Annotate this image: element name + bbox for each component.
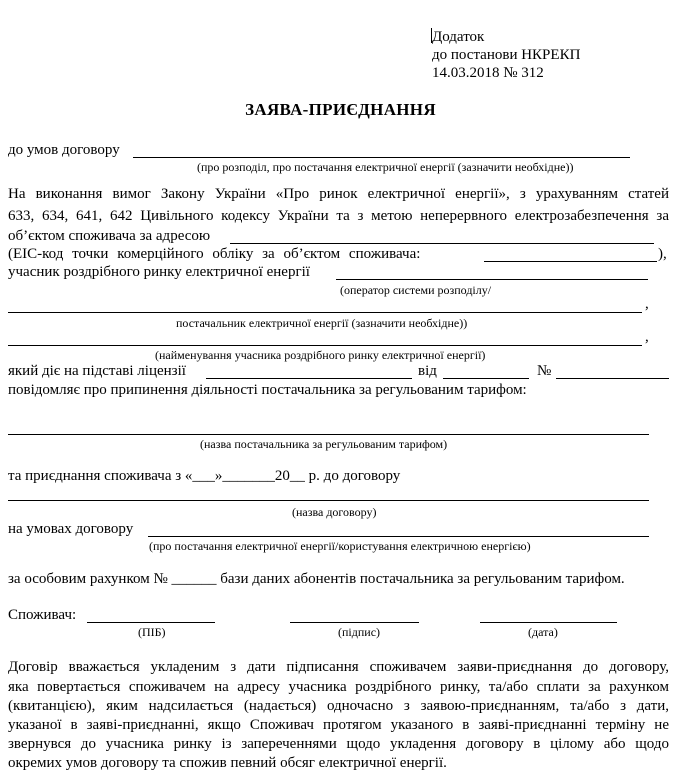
license-from-label: від [418,363,437,379]
participant-label: учасник роздрібного ринку електричної енергії [8,264,310,280]
contract-name-hint: (назва договору) [292,505,377,519]
participant-field-2[interactable] [8,312,642,313]
join-label: та приєднання споживача з «___»_______20__ р. до договору [8,468,401,484]
operator-hint: (оператор системи розподілу/ [340,283,492,297]
intro-line-1: На виконання вимог Закону України «Про ринок електричної енергії», з урахуванням статей [8,186,669,202]
terms-label: на умовах договору [8,521,134,537]
consumer-name-hint: (ПІБ) [138,625,166,639]
intro-line-2: 633, 634, 641, 642 Цивільного кодексу України та з метою неперервного електрозабезпечення за [8,208,669,224]
supplier-name-field[interactable] [8,434,649,435]
license-number-field[interactable] [556,378,669,379]
contract-name-field[interactable] [8,500,649,501]
participant-field[interactable] [336,279,648,280]
annex-date: 14.03.2018 № 312 [432,65,544,81]
consumer-date-field[interactable] [480,622,617,623]
supplier-name-hint: (назва постачальника за регульованим тарифом) [200,437,448,451]
page-title: ЗАЯВА-ПРИЄДНАННЯ [245,100,436,119]
annex-decree: до постанови НКРЕКП [432,47,581,63]
account-text: за особовим рахунком № ______ бази даних абонентів постачальника за регульованим тарифом. [8,571,625,587]
consumer-signature-hint: (підпис) [338,625,381,639]
terms-hint: (про постачання електричної енергії/користування електричною енергією) [149,539,531,553]
consumer-date-hint: (дата) [528,625,558,639]
terms-field[interactable] [148,536,649,537]
contract-type-hint: (про розподіл, про постачання електричної енергії (зазначити необхідне)) [197,160,574,174]
eic-code-field[interactable] [484,261,657,262]
footer-line-1: Договір вважається укладеним з дати підписання споживачем заяви-приєднання до договору, [8,659,669,675]
supplier-hint: постачальник електричної енергії (зазначити необхідне)) [176,316,468,330]
participant-name-hint: (найменування учасника роздрібного ринку електричної енергії) [155,348,486,362]
eic-label: (ЕІС-код точки комерційного обліку за об’єктом споживача: [8,246,421,262]
footer-line-6: окремих умов договору та спожив певний обсяг електричної енергії. [8,755,447,771]
eic-close: ), [658,246,667,262]
contract-type-field[interactable] [133,157,630,158]
intro-line-3: об’єктом споживача за адресою [8,228,211,244]
footer-line-4: указаної в заяві-приєднанні, якщо Споживач протягом указаного в заяві-приєднанні терміну не [8,717,669,733]
license-date-field[interactable] [443,378,529,379]
notify-text: повідомляє про припинення діяльності постачальника за регульованим тарифом: [8,382,527,398]
footer-line-3: (квитанцією), яким надсилається (надається) одночасно з заявою-приєднанням, та/або з дати, [8,698,669,714]
consumer-name-field[interactable] [87,622,215,623]
contract-label: до умов договору [8,142,120,158]
address-field[interactable] [230,243,654,244]
footer-line-2: яка повертається споживачем на адресу учасника роздрібного ринку, та/або сплати за рахунком [8,679,669,695]
license-label: який діє на підставі ліцензії [8,363,186,379]
footer-line-5: звернувся до учасника ринку із запереченнями щодо укладення договору в цілому або щодо [8,736,669,752]
participant-name-field[interactable] [8,345,642,346]
license-no-label: № [537,363,552,379]
consumer-signature-field[interactable] [290,622,419,623]
comma-2: , [645,329,649,345]
comma-1: , [645,296,649,312]
license-field[interactable] [206,378,412,379]
annex-label: Додаток [432,29,485,45]
consumer-label: Споживач: [8,607,77,623]
